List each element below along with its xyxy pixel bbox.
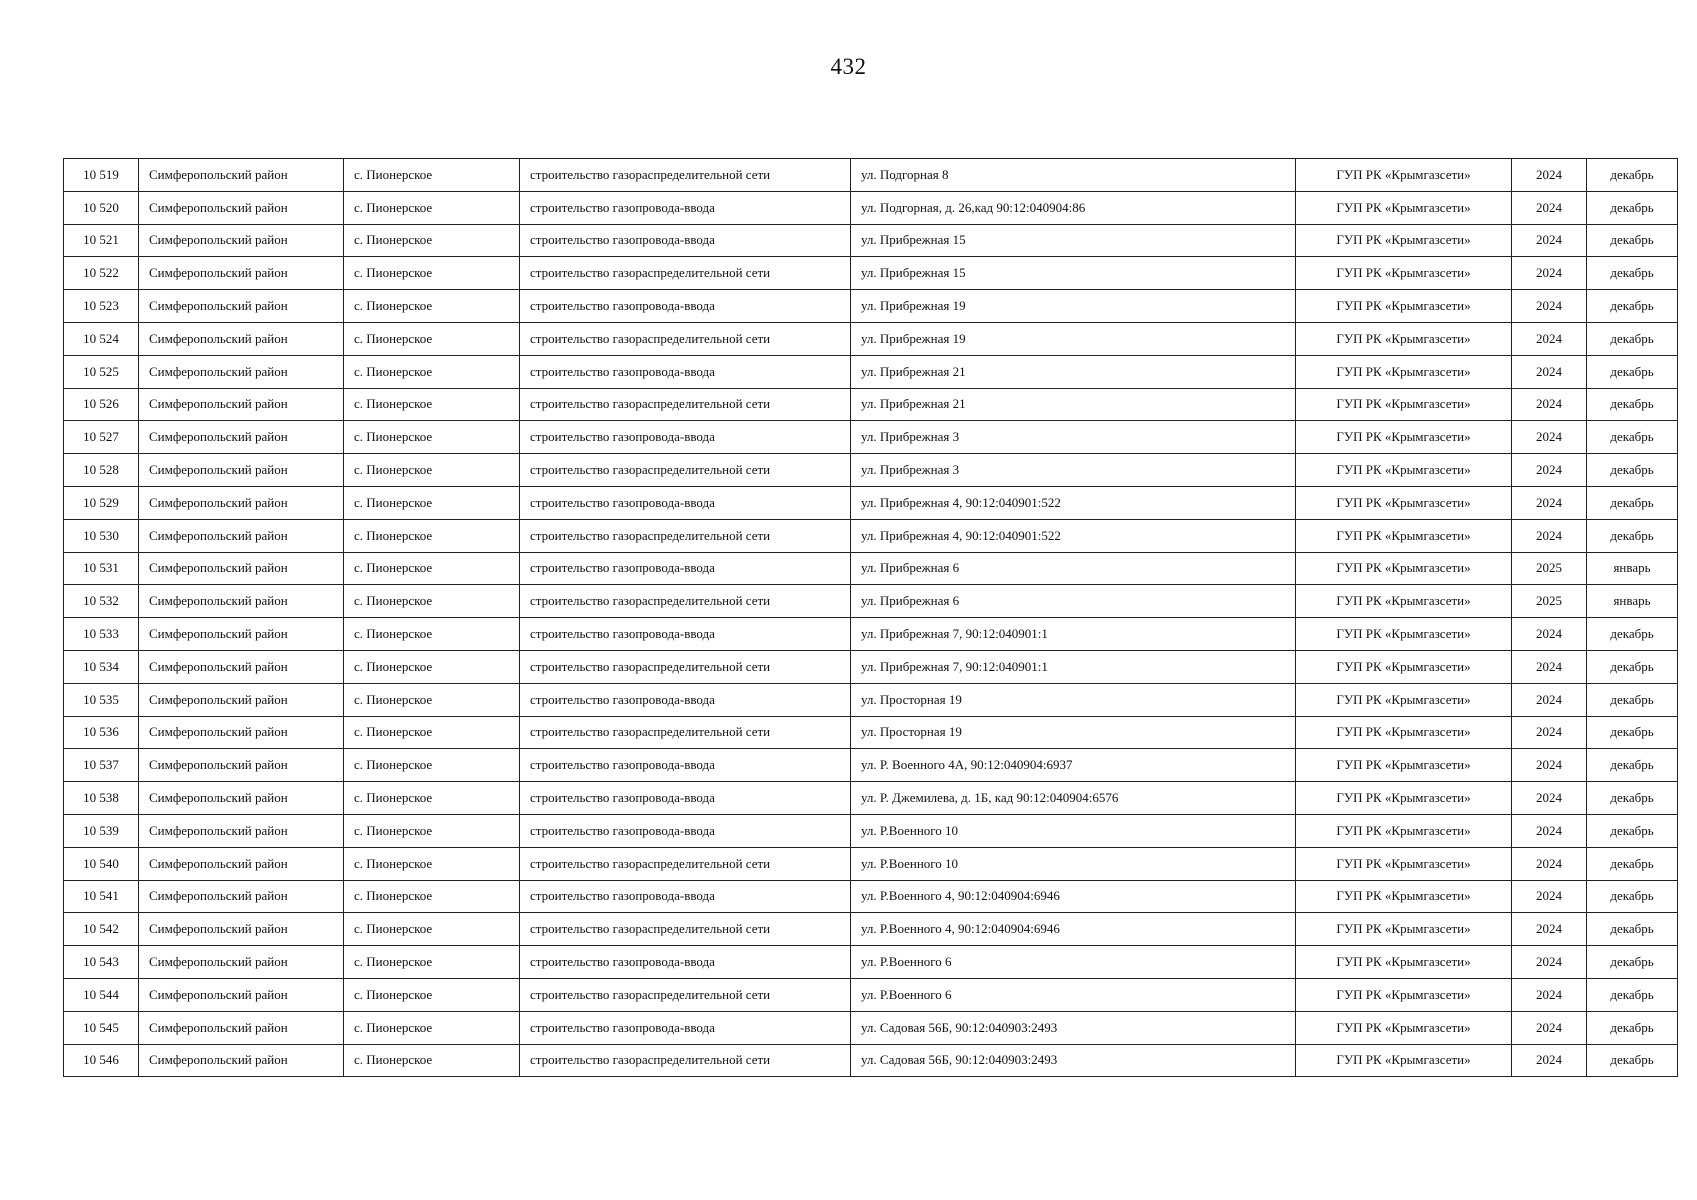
work-type-cell: строительство газопровода-ввода: [520, 191, 851, 224]
year-cell: 2024: [1512, 486, 1587, 519]
locality-cell: с. Пионерское: [344, 683, 520, 716]
month-cell: декабрь: [1587, 782, 1678, 815]
locality-cell: с. Пионерское: [344, 159, 520, 192]
organization-cell: ГУП РК «Крымгазсети»: [1296, 388, 1512, 421]
work-type-cell: строительство газораспределительной сети: [520, 257, 851, 290]
work-type-cell: строительство газораспределительной сети: [520, 1044, 851, 1077]
address-cell: ул. Р.Военного 6: [851, 946, 1296, 979]
table-row: [64, 224, 1678, 257]
address-cell: ул. Р.Военного 6: [851, 978, 1296, 1011]
row-number-cell: 10 539: [64, 814, 139, 847]
month-cell: декабрь: [1587, 978, 1678, 1011]
district-cell: Симферопольский район: [139, 716, 344, 749]
row-number-cell: 10 538: [64, 782, 139, 815]
table-row: [64, 257, 1678, 290]
locality-cell: с. Пионерское: [344, 1011, 520, 1044]
table-row: [64, 191, 1678, 224]
month-cell: декабрь: [1587, 749, 1678, 782]
work-type-cell: строительство газораспределительной сети: [520, 978, 851, 1011]
organization-cell: ГУП РК «Крымгазсети»: [1296, 585, 1512, 618]
work-type-cell: строительство газопровода-ввода: [520, 486, 851, 519]
district-cell: Симферопольский район: [139, 978, 344, 1011]
table-row: [64, 782, 1678, 815]
district-cell: Симферопольский район: [139, 421, 344, 454]
year-cell: 2024: [1512, 290, 1587, 323]
locality-cell: с. Пионерское: [344, 782, 520, 815]
row-number-cell: 10 535: [64, 683, 139, 716]
district-cell: Симферопольский район: [139, 159, 344, 192]
month-cell: декабрь: [1587, 191, 1678, 224]
row-number-cell: 10 522: [64, 257, 139, 290]
organization-cell: ГУП РК «Крымгазсети»: [1296, 749, 1512, 782]
year-cell: 2024: [1512, 1044, 1587, 1077]
year-cell: 2024: [1512, 880, 1587, 913]
table-row: [64, 519, 1678, 552]
district-cell: Симферопольский район: [139, 388, 344, 421]
locality-cell: с. Пионерское: [344, 618, 520, 651]
month-cell: декабрь: [1587, 880, 1678, 913]
table-row: [64, 683, 1678, 716]
row-number-cell: 10 533: [64, 618, 139, 651]
work-type-cell: строительство газопровода-ввода: [520, 421, 851, 454]
month-cell: декабрь: [1587, 224, 1678, 257]
organization-cell: ГУП РК «Крымгазсети»: [1296, 355, 1512, 388]
address-cell: ул. Прибрежная 19: [851, 290, 1296, 323]
locality-cell: с. Пионерское: [344, 355, 520, 388]
district-cell: Симферопольский район: [139, 782, 344, 815]
table-row: [64, 159, 1678, 192]
address-cell: ул. Р. Джемилева, д. 1Б, кад 90:12:040904:6576: [851, 782, 1296, 815]
table-row: [64, 1044, 1678, 1077]
row-number-cell: 10 524: [64, 322, 139, 355]
locality-cell: с. Пионерское: [344, 814, 520, 847]
locality-cell: с. Пионерское: [344, 946, 520, 979]
row-number-cell: 10 526: [64, 388, 139, 421]
address-cell: ул. Прибрежная 3: [851, 454, 1296, 487]
row-number-cell: 10 525: [64, 355, 139, 388]
year-cell: 2024: [1512, 716, 1587, 749]
row-number-cell: 10 537: [64, 749, 139, 782]
address-cell: ул. Р.Военного 4, 90:12:040904:6946: [851, 913, 1296, 946]
organization-cell: ГУП РК «Крымгазсети»: [1296, 782, 1512, 815]
organization-cell: ГУП РК «Крымгазсети»: [1296, 618, 1512, 651]
year-cell: 2024: [1512, 224, 1587, 257]
table-row: [64, 749, 1678, 782]
work-type-cell: строительство газораспределительной сети: [520, 847, 851, 880]
row-number-cell: 10 540: [64, 847, 139, 880]
month-cell: декабрь: [1587, 913, 1678, 946]
row-number-cell: 10 536: [64, 716, 139, 749]
organization-cell: ГУП РК «Крымгазсети»: [1296, 650, 1512, 683]
work-type-cell: строительство газопровода-ввода: [520, 618, 851, 651]
work-type-cell: строительство газопровода-ввода: [520, 749, 851, 782]
address-cell: ул. Прибрежная 4, 90:12:040901:522: [851, 519, 1296, 552]
address-cell: ул. Прибрежная 4, 90:12:040901:522: [851, 486, 1296, 519]
district-cell: Симферопольский район: [139, 749, 344, 782]
address-cell: ул. Р.Военного 10: [851, 847, 1296, 880]
district-cell: Симферопольский район: [139, 224, 344, 257]
row-number-cell: 10 529: [64, 486, 139, 519]
row-number-cell: 10 544: [64, 978, 139, 1011]
table-row: [64, 421, 1678, 454]
gas-works-table: [63, 158, 1678, 1077]
month-cell: декабрь: [1587, 847, 1678, 880]
locality-cell: с. Пионерское: [344, 585, 520, 618]
row-number-cell: 10 534: [64, 650, 139, 683]
locality-cell: с. Пионерское: [344, 388, 520, 421]
organization-cell: ГУП РК «Крымгазсети»: [1296, 486, 1512, 519]
address-cell: ул. Прибрежная 21: [851, 388, 1296, 421]
district-cell: Симферопольский район: [139, 880, 344, 913]
organization-cell: ГУП РК «Крымгазсети»: [1296, 519, 1512, 552]
month-cell: декабрь: [1587, 650, 1678, 683]
year-cell: 2024: [1512, 749, 1587, 782]
organization-cell: ГУП РК «Крымгазсети»: [1296, 224, 1512, 257]
table-row: [64, 1011, 1678, 1044]
organization-cell: ГУП РК «Крымгазсети»: [1296, 913, 1512, 946]
row-number-cell: 10 520: [64, 191, 139, 224]
district-cell: Симферопольский район: [139, 355, 344, 388]
organization-cell: ГУП РК «Крымгазсети»: [1296, 880, 1512, 913]
address-cell: ул. Р. Военного 4А, 90:12:040904:6937: [851, 749, 1296, 782]
year-cell: 2024: [1512, 683, 1587, 716]
row-number-cell: 10 521: [64, 224, 139, 257]
work-type-cell: строительство газопровода-ввода: [520, 552, 851, 585]
month-cell: декабрь: [1587, 1044, 1678, 1077]
organization-cell: ГУП РК «Крымгазсети»: [1296, 847, 1512, 880]
locality-cell: с. Пионерское: [344, 519, 520, 552]
work-type-cell: строительство газораспределительной сети: [520, 650, 851, 683]
district-cell: Симферопольский район: [139, 618, 344, 651]
organization-cell: ГУП РК «Крымгазсети»: [1296, 159, 1512, 192]
work-type-cell: строительство газопровода-ввода: [520, 880, 851, 913]
address-cell: ул. Прибрежная 19: [851, 322, 1296, 355]
month-cell: декабрь: [1587, 519, 1678, 552]
district-cell: Симферопольский район: [139, 847, 344, 880]
year-cell: 2024: [1512, 191, 1587, 224]
district-cell: Симферопольский район: [139, 519, 344, 552]
district-cell: Симферопольский район: [139, 585, 344, 618]
table-row: [64, 650, 1678, 683]
work-type-cell: строительство газопровода-ввода: [520, 946, 851, 979]
locality-cell: с. Пионерское: [344, 552, 520, 585]
address-cell: ул. Просторная 19: [851, 683, 1296, 716]
year-cell: 2024: [1512, 519, 1587, 552]
organization-cell: ГУП РК «Крымгазсети»: [1296, 191, 1512, 224]
row-number-cell: 10 530: [64, 519, 139, 552]
row-number-cell: 10 541: [64, 880, 139, 913]
work-type-cell: строительство газораспределительной сети: [520, 454, 851, 487]
address-cell: ул. Р.Военного 4, 90:12:040904:6946: [851, 880, 1296, 913]
locality-cell: с. Пионерское: [344, 978, 520, 1011]
address-cell: ул. Прибрежная 7, 90:12:040901:1: [851, 618, 1296, 651]
table-row: [64, 847, 1678, 880]
district-cell: Симферопольский район: [139, 257, 344, 290]
district-cell: Симферопольский район: [139, 650, 344, 683]
organization-cell: ГУП РК «Крымгазсети»: [1296, 683, 1512, 716]
address-cell: ул. Прибрежная 3: [851, 421, 1296, 454]
locality-cell: с. Пионерское: [344, 322, 520, 355]
month-cell: декабрь: [1587, 1011, 1678, 1044]
address-cell: ул. Прибрежная 7, 90:12:040901:1: [851, 650, 1296, 683]
locality-cell: с. Пионерское: [344, 650, 520, 683]
locality-cell: с. Пионерское: [344, 454, 520, 487]
work-type-cell: строительство газораспределительной сети: [520, 388, 851, 421]
district-cell: Симферопольский район: [139, 322, 344, 355]
row-number-cell: 10 523: [64, 290, 139, 323]
page-number: 432: [830, 54, 867, 79]
year-cell: 2024: [1512, 454, 1587, 487]
organization-cell: ГУП РК «Крымгазсети»: [1296, 290, 1512, 323]
locality-cell: с. Пионерское: [344, 191, 520, 224]
work-type-cell: строительство газопровода-ввода: [520, 290, 851, 323]
district-cell: Симферопольский район: [139, 290, 344, 323]
year-cell: 2024: [1512, 421, 1587, 454]
month-cell: январь: [1587, 585, 1678, 618]
row-number-cell: 10 527: [64, 421, 139, 454]
work-type-cell: строительство газопровода-ввода: [520, 814, 851, 847]
table-row: [64, 388, 1678, 421]
address-cell: ул. Прибрежная 21: [851, 355, 1296, 388]
district-cell: Симферопольский район: [139, 1044, 344, 1077]
month-cell: декабрь: [1587, 618, 1678, 651]
table-row: [64, 618, 1678, 651]
year-cell: 2024: [1512, 159, 1587, 192]
organization-cell: ГУП РК «Крымгазсети»: [1296, 1044, 1512, 1077]
table-body: [64, 159, 1678, 1077]
month-cell: декабрь: [1587, 159, 1678, 192]
work-type-cell: строительство газораспределительной сети: [520, 322, 851, 355]
table-row: [64, 814, 1678, 847]
table-row: [64, 946, 1678, 979]
row-number-cell: 10 532: [64, 585, 139, 618]
locality-cell: с. Пионерское: [344, 224, 520, 257]
year-cell: 2024: [1512, 322, 1587, 355]
organization-cell: ГУП РК «Крымгазсети»: [1296, 946, 1512, 979]
address-cell: ул. Подгорная, д. 26,кад 90:12:040904:86: [851, 191, 1296, 224]
organization-cell: ГУП РК «Крымгазсети»: [1296, 322, 1512, 355]
address-cell: ул. Прибрежная 15: [851, 257, 1296, 290]
address-cell: ул. Садовая 56Б, 90:12:040903:2493: [851, 1011, 1296, 1044]
locality-cell: с. Пионерское: [344, 421, 520, 454]
table-row: [64, 290, 1678, 323]
address-cell: ул. Р.Военного 10: [851, 814, 1296, 847]
work-type-cell: строительство газопровода-ввода: [520, 355, 851, 388]
year-cell: 2024: [1512, 814, 1587, 847]
address-cell: ул. Садовая 56Б, 90:12:040903:2493: [851, 1044, 1296, 1077]
row-number-cell: 10 519: [64, 159, 139, 192]
address-cell: ул. Прибрежная 6: [851, 585, 1296, 618]
month-cell: декабрь: [1587, 716, 1678, 749]
table-row: [64, 355, 1678, 388]
district-cell: Симферопольский район: [139, 946, 344, 979]
work-type-cell: строительство газораспределительной сети: [520, 519, 851, 552]
district-cell: Симферопольский район: [139, 552, 344, 585]
row-number-cell: 10 531: [64, 552, 139, 585]
work-type-cell: строительство газораспределительной сети: [520, 716, 851, 749]
district-cell: Симферопольский район: [139, 191, 344, 224]
table-row: [64, 585, 1678, 618]
locality-cell: с. Пионерское: [344, 486, 520, 519]
month-cell: декабрь: [1587, 486, 1678, 519]
locality-cell: с. Пионерское: [344, 290, 520, 323]
locality-cell: с. Пионерское: [344, 716, 520, 749]
month-cell: декабрь: [1587, 683, 1678, 716]
year-cell: 2024: [1512, 913, 1587, 946]
row-number-cell: 10 545: [64, 1011, 139, 1044]
district-cell: Симферопольский район: [139, 486, 344, 519]
work-type-cell: строительство газопровода-ввода: [520, 224, 851, 257]
locality-cell: с. Пионерское: [344, 880, 520, 913]
table-row: [64, 486, 1678, 519]
work-type-cell: строительство газопровода-ввода: [520, 782, 851, 815]
table-row: [64, 716, 1678, 749]
row-number-cell: 10 542: [64, 913, 139, 946]
address-cell: ул. Прибрежная 6: [851, 552, 1296, 585]
locality-cell: с. Пионерское: [344, 749, 520, 782]
work-type-cell: строительство газораспределительной сети: [520, 913, 851, 946]
work-type-cell: строительство газопровода-ввода: [520, 1011, 851, 1044]
year-cell: 2025: [1512, 552, 1587, 585]
table-row: [64, 552, 1678, 585]
address-cell: ул. Подгорная 8: [851, 159, 1296, 192]
row-number-cell: 10 528: [64, 454, 139, 487]
locality-cell: с. Пионерское: [344, 913, 520, 946]
year-cell: 2024: [1512, 782, 1587, 815]
row-number-cell: 10 543: [64, 946, 139, 979]
address-cell: ул. Просторная 19: [851, 716, 1296, 749]
year-cell: 2024: [1512, 257, 1587, 290]
table-row: [64, 322, 1678, 355]
year-cell: 2024: [1512, 978, 1587, 1011]
organization-cell: ГУП РК «Крымгазсети»: [1296, 454, 1512, 487]
locality-cell: с. Пионерское: [344, 1044, 520, 1077]
organization-cell: ГУП РК «Крымгазсети»: [1296, 552, 1512, 585]
year-cell: 2024: [1512, 650, 1587, 683]
organization-cell: ГУП РК «Крымгазсети»: [1296, 978, 1512, 1011]
gas-works-table-container: [63, 158, 1677, 1077]
table-row: [64, 913, 1678, 946]
year-cell: 2024: [1512, 1011, 1587, 1044]
month-cell: декабрь: [1587, 257, 1678, 290]
month-cell: декабрь: [1587, 814, 1678, 847]
year-cell: 2025: [1512, 585, 1587, 618]
organization-cell: ГУП РК «Крымгазсети»: [1296, 257, 1512, 290]
district-cell: Симферопольский район: [139, 1011, 344, 1044]
work-type-cell: строительство газопровода-ввода: [520, 683, 851, 716]
work-type-cell: строительство газораспределительной сети: [520, 585, 851, 618]
year-cell: 2024: [1512, 946, 1587, 979]
year-cell: 2024: [1512, 847, 1587, 880]
month-cell: январь: [1587, 552, 1678, 585]
month-cell: декабрь: [1587, 454, 1678, 487]
organization-cell: ГУП РК «Крымгазсети»: [1296, 716, 1512, 749]
year-cell: 2024: [1512, 355, 1587, 388]
district-cell: Симферопольский район: [139, 454, 344, 487]
organization-cell: ГУП РК «Крымгазсети»: [1296, 814, 1512, 847]
month-cell: декабрь: [1587, 355, 1678, 388]
district-cell: Симферопольский район: [139, 913, 344, 946]
month-cell: декабрь: [1587, 322, 1678, 355]
organization-cell: ГУП РК «Крымгазсети»: [1296, 1011, 1512, 1044]
locality-cell: с. Пионерское: [344, 847, 520, 880]
month-cell: декабрь: [1587, 421, 1678, 454]
district-cell: Симферопольский район: [139, 683, 344, 716]
month-cell: декабрь: [1587, 946, 1678, 979]
table-row: [64, 978, 1678, 1011]
organization-cell: ГУП РК «Крымгазсети»: [1296, 421, 1512, 454]
district-cell: Симферопольский район: [139, 814, 344, 847]
row-number-cell: 10 546: [64, 1044, 139, 1077]
work-type-cell: строительство газораспределительной сети: [520, 159, 851, 192]
address-cell: ул. Прибрежная 15: [851, 224, 1296, 257]
month-cell: декабрь: [1587, 290, 1678, 323]
year-cell: 2024: [1512, 388, 1587, 421]
month-cell: декабрь: [1587, 388, 1678, 421]
year-cell: 2024: [1512, 618, 1587, 651]
table-row: [64, 880, 1678, 913]
locality-cell: с. Пионерское: [344, 257, 520, 290]
table-row: [64, 454, 1678, 487]
